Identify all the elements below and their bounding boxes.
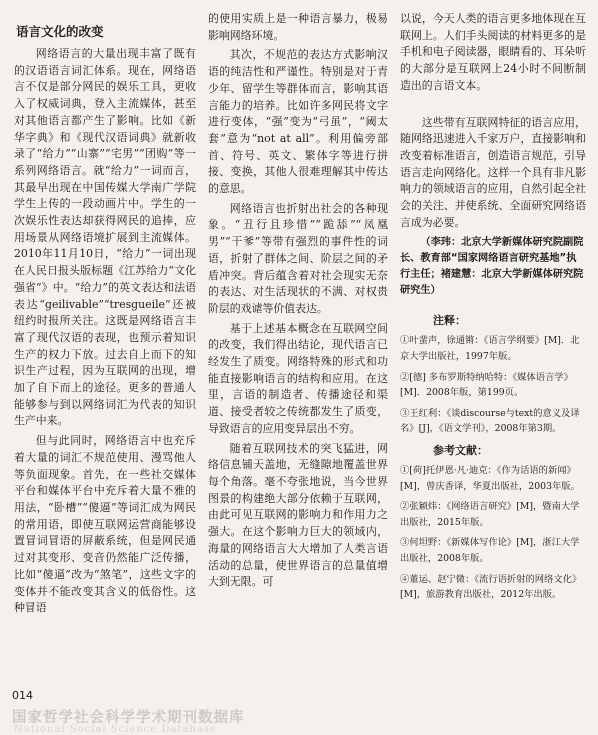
references-list <box>400 463 586 603</box>
paragraph: 但与此同时，网络语言中也充斥着大量的词汇不规范使用、漫骂他人等负面现象。首先，在一些社交媒体平台和媒体平台中充斥着大量不雅的用法，“卧槽”“傻逼”等词汇成为网民的常用语，即使互联网运营商能够设置冒词冒语的屏蔽系统，但是网民通过对其变形、变音仍然能广泛传播，比如“傻逼”改为“煞笔”，这些文字的变体并不能改变其含义的低俗性。这种冒语 <box>14 434 196 615</box>
paragraph: 这些带有互联网特征的语言应用，随网络迅速进入千家万户，直接影响和改变着标准语言，创造语言规范，引导语言走向网络化。这样一个具有非凡影响力的领域语言的应用，自然引起全社会的关注、并使系统、全面研究网络语言成为必要。 <box>400 115 586 229</box>
paragraph: 网络语言的大量出现丰富了既有的汉语语言词汇体系。现在，网络语言不仅是部分网民的娱乐工具，更收入了权威词典，登入主流媒体，甚至对其他语言都产生了影响。比如《新华字典》和《现代汉语词典》就新收录了“给力”“山寨”“宅男”“团购”等一系列网络语言。就“给力”一词而言，其最早出现在中国传媒大学南广学院学生上传的一段动画片中。学生的一次娱乐性表达却获得网民的追捧，应用场景从网络语境扩展到主流媒体。2010年11月10日，“给力”一词出现在人民日报头版标题《江苏给力“文化强省”》中。“给力”的英文表达和法语表达“geilivable”“tresgueile”还被纽约时报所关注。这既是网络语言丰富了现代汉语的表现，也预示着知识生产的权力下放。过去自上而下的知识生产过程，因为互联网的出现，增加了自下而上的途径。更多的普通人能够参与到以网络词汇为代表的知识生产中来。 <box>14 47 196 428</box>
note-item: ①叶蜚声，徐通锵：《语言学纲要》[M]．北京大学出版社，1997年版。 <box>400 335 580 363</box>
database-watermark-en: National Social Science Database <box>14 724 217 735</box>
reference-item: ④董运、赵宁微：《流行语折射的网络文化》[M]，旅游教育出版社，2012年出版。 <box>400 573 582 601</box>
paragraph: 其次，不规范的表达方式影响汉语的纯洁性和严谨性。特别是对于青少年、留学生等群体而言，影响其语言能力的培养。比如许多网民将文字进行变体，“强”变为“弓虽”，“阈太套”意为“not at all”。利用偏旁部首、符号、英文、繁体字等进行拼接、变换，其他人很难理解其中传达的意思。 <box>208 48 388 196</box>
paragraph: 基于上述基本概念在互联网空间的改变，我们得出结论，现代语言已经发生了质变。网络特殊的形式和功能直接影响语言的结构和应用。在这里，言语的制造者、传播途径和渠道、接受者较之传统都发生了质变，导致语言的应用变异层出不穷。 <box>208 321 388 435</box>
notes-list <box>400 333 586 437</box>
note-item: ③王红利：《谈discourse与text的意义及译名》[J]，《语文学刊》，2008年第3期。 <box>400 407 580 435</box>
database-watermark: 国家哲学社会科学学术期刊数据库 <box>12 710 245 726</box>
paragraph: 的使用实质上是一种语言暴力，极易影响网络环境。 <box>208 12 388 42</box>
references-heading: 参考文献： <box>433 444 488 457</box>
column-2 <box>208 11 388 591</box>
author-info: （李玮：北京大学新媒体研究院副院长、教育部“国家网络语言研究基地”执行主任；褚建慧：北京大学新媒体研究院研究生） <box>400 237 584 297</box>
paragraph: 以说，今天人类的语言更多地体现在互联网上。人们手头阅读的材料更多的是手机和电子阅读器，眼睛看的、耳朵听的大部分是互联网上24小时不间断制造出的言语文本。 <box>400 12 586 92</box>
note-item: ②[德] 多布罗斯特纳哈特：《媒体语言学》[M]．2008年版，第199页。 <box>400 371 573 399</box>
column-1 <box>14 46 196 617</box>
page-number: 014 <box>12 689 33 702</box>
column-3 <box>400 11 586 608</box>
reference-item: ②张颖炜：《网络语言研究》[M]，暨南大学出版社，2015年版。 <box>400 501 580 528</box>
paragraph: 网络语言也折射出社会的各种现象。“丑行且珍惜”“跪舔”“凤凰男”“干爹”等带有强烈的事件性的词语，折射了群体之间、阶层之间的矛盾冲突。背后蕴含着对社会现实无奈的表达、对生活现状的不满、对权贵阶层的戏谑等价值表达。 <box>208 201 388 315</box>
notes-heading: 注释： <box>433 314 466 328</box>
article-title: 语言文化的改变 <box>16 24 104 39</box>
reference-item: ③何坦野：《新媒体写作论》[M]，浙江大学出版社，2008年版。 <box>400 537 580 564</box>
paragraph: 随着互联网技术的突飞猛进，网络信息铺天盖地，无缝隙地覆盖世界每个角落。毫不夸张地说，当今世界图景的构建绝大部分依赖于互联网，由此可见互联网的影响力和作用力之强大。在这个影响力巨大的领域内，海量的网络语言大大增加了人类言语活动的总量，使世界语言的总量值增大到无限。可 <box>208 441 388 589</box>
reference-item: ①[荷]托伊恩·凡·迪克：《作为话语的新闻》[M]，曾庆香译，华夏出版社，2003年版。 <box>400 465 580 492</box>
